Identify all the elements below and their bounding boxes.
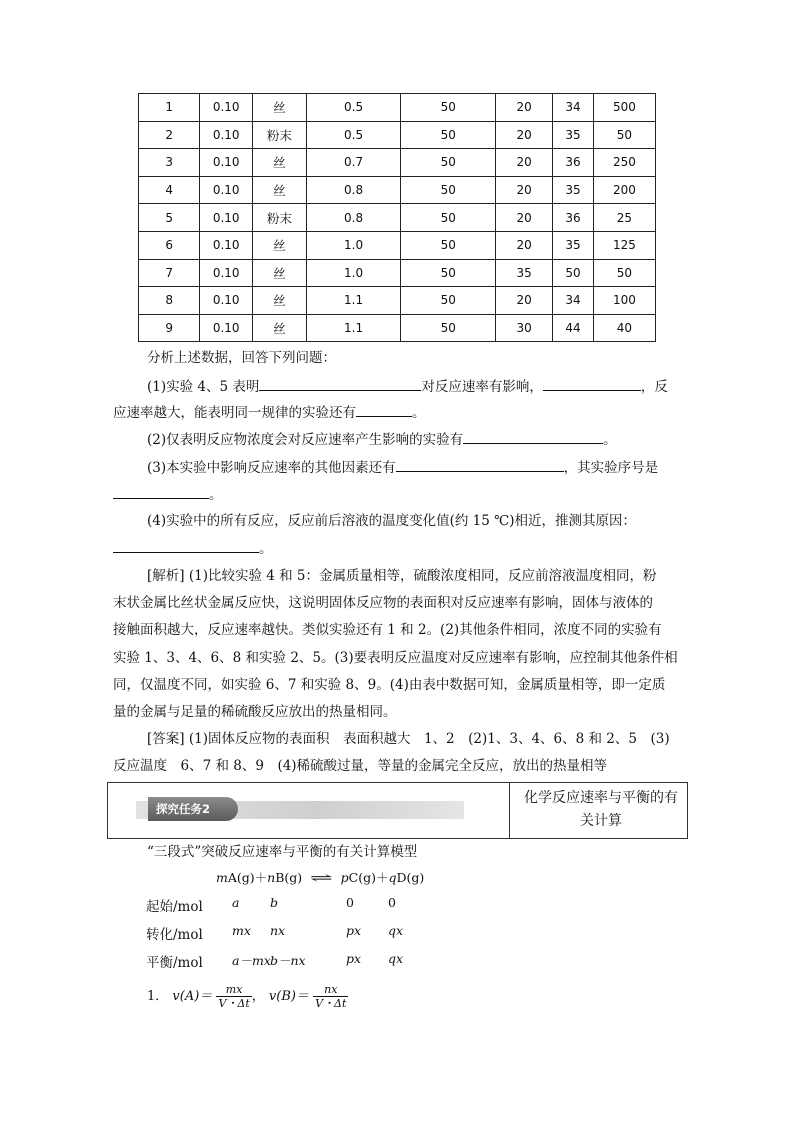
table-cell: 丝	[253, 287, 307, 315]
coef-q: q	[388, 870, 397, 885]
rate-a-numerator: mx	[216, 983, 251, 997]
q4-blank[interactable]	[113, 538, 259, 553]
table-cell: 30	[496, 314, 553, 342]
table-cell: 250	[593, 149, 655, 177]
q1-blank-1[interactable]	[259, 376, 421, 391]
table-cell: 0.10	[200, 149, 253, 177]
table-row	[139, 287, 656, 315]
section-divider	[509, 783, 510, 838]
answer-label: [答案]	[147, 731, 185, 747]
three-line-label: 起始/mol	[146, 899, 203, 915]
table-cell: 50	[593, 259, 655, 287]
three-line-value: qx	[388, 951, 404, 966]
table-cell: 50	[401, 94, 496, 122]
table-cell: 50	[401, 259, 496, 287]
table-cell: 50	[401, 287, 496, 315]
table-cell: 粉末	[253, 121, 307, 149]
table-cell: 20	[496, 121, 553, 149]
table-cell: 0.10	[200, 121, 253, 149]
table-row	[139, 149, 656, 177]
table-cell: 0.10	[200, 231, 253, 259]
table-cell: 20	[496, 94, 553, 122]
table-cell: 1.1	[306, 287, 400, 315]
table-cell: 2	[139, 121, 200, 149]
table-cell: 0.5	[306, 94, 400, 122]
q1-text-d: 应速率越大，能表明同一规律的实验还有	[113, 405, 356, 421]
coef-p: p	[340, 870, 349, 885]
table-cell: 0.10	[200, 94, 253, 122]
question-3-line-1	[147, 457, 658, 478]
table-row	[139, 121, 656, 149]
table-row	[139, 204, 656, 232]
species-a: A(g)＋	[227, 870, 268, 885]
reaction-equation	[216, 868, 424, 886]
table-cell: 0.10	[200, 259, 253, 287]
answer-line-1	[147, 729, 670, 749]
table-cell: 9	[139, 314, 200, 342]
question-1-line-1	[147, 376, 668, 397]
rate-b-numerator: nx	[313, 983, 348, 997]
analysis-label: [解析]	[147, 568, 185, 584]
q2-text-b: 。	[603, 432, 617, 448]
analysis-text: (1)比较实验 4 和 5：金属质量相等，硫酸浓度相同，反应前溶液温度相同，粉	[188, 568, 657, 584]
question-1-line-2	[113, 402, 426, 423]
table-cell: 100	[593, 287, 655, 315]
table-cell: 50	[401, 149, 496, 177]
table-cell: 50	[401, 121, 496, 149]
table-cell: 6	[139, 231, 200, 259]
q1-blank-3[interactable]	[356, 402, 412, 417]
table-row	[139, 259, 656, 287]
table-cell: 丝	[253, 94, 307, 122]
three-line-value: px	[346, 923, 362, 938]
table-cell: 35	[553, 176, 594, 204]
three-line-value: 0	[346, 895, 354, 910]
table-cell: 0.10	[200, 176, 253, 204]
section-title: 化学反应速率与平衡的有关计算	[524, 790, 678, 829]
table-cell: 20	[496, 204, 553, 232]
formula-separator: ，	[251, 989, 265, 1004]
q3-blank-1[interactable]	[396, 457, 564, 472]
model-title: “三段式”突破反应速率与平衡的有关计算模型	[147, 844, 418, 860]
rate-a-label: v(A)＝	[172, 989, 213, 1004]
table-cell: 丝	[253, 231, 307, 259]
formula-index: 1．	[147, 989, 169, 1004]
section-badge: 探究任务2	[148, 797, 238, 821]
table-cell: 0.8	[306, 204, 400, 232]
table-row	[139, 176, 656, 204]
table-cell: 4	[139, 176, 200, 204]
question-2	[147, 429, 617, 450]
table-cell: 7	[139, 259, 200, 287]
table-cell: 1.1	[306, 314, 400, 342]
q1-text-b: 对反应速率有影响，	[421, 379, 543, 395]
question-4-line-1	[147, 511, 636, 531]
table-cell: 34	[553, 94, 594, 122]
q4-text-b: 。	[259, 541, 273, 557]
coef-n: n	[267, 870, 276, 885]
table-cell: 丝	[253, 176, 307, 204]
table-cell: 34	[553, 287, 594, 315]
table-cell: 40	[593, 314, 655, 342]
answer-text: (1)固体反应物的表面积 表面积越大 1、2 (2)1、3、4、6、8 和 2、5 (3)	[188, 731, 670, 747]
table-cell: 20	[496, 176, 553, 204]
q1-blank-2[interactable]	[543, 376, 641, 391]
coef-m: m	[216, 870, 228, 885]
q3-text-b: ，其实验序号是	[563, 460, 659, 476]
three-line-value: b－nx	[270, 953, 306, 968]
table-cell: 0.8	[306, 176, 400, 204]
table-cell: 0.10	[200, 314, 253, 342]
species-c: C(g)＋	[348, 870, 389, 885]
table-cell: 50	[593, 121, 655, 149]
three-line-label: 转化/mol	[146, 927, 203, 943]
three-line-value: a	[232, 895, 240, 910]
table-cell: 20	[496, 287, 553, 315]
rate-b-label: v(B)＝	[268, 989, 309, 1004]
section-header-box	[107, 782, 688, 839]
analysis-line-5: 同，仅温度不同，如实验 6、7 和实验 8、9。(4)由表中数据可知，金属质量相等，即一定质	[113, 677, 666, 693]
analysis-line-4: 实验 1、3、4、6、8 和实验 2、5。(3)要表明反应温度对反应速率有影响，应控制其他条件相	[113, 650, 678, 666]
table-cell: 125	[593, 231, 655, 259]
three-line-value: px	[346, 951, 362, 966]
table-row	[139, 231, 656, 259]
table-cell: 200	[593, 176, 655, 204]
q3-text-a: (3)本实验中影响反应速率的其他因素还有	[147, 460, 396, 476]
analysis-line-6: 量的金属与足量的稀硫酸反应放出的热量相同。	[113, 704, 397, 720]
table-cell: 36	[553, 204, 594, 232]
q3-text-c: 。	[209, 487, 223, 503]
table-cell: 50	[401, 231, 496, 259]
table-cell: 0.10	[200, 287, 253, 315]
table-cell: 丝	[253, 314, 307, 342]
q1-text-a: (1)实验 4、5 表明	[147, 379, 260, 395]
table-cell: 丝	[253, 149, 307, 177]
species-b: B(g)	[275, 870, 303, 885]
table-cell: 50	[401, 204, 496, 232]
table-cell: 8	[139, 287, 200, 315]
table-cell: 44	[553, 314, 594, 342]
rate-a-denominator: V・Δt	[218, 997, 250, 1010]
table-cell: 35	[496, 259, 553, 287]
q3-blank-2[interactable]	[113, 484, 209, 499]
table-cell: 1.0	[306, 259, 400, 287]
analysis-line-2: 末状金属比丝状金属反应快，这说明固体反应物的表面积对反应速率有影响，固体与液体的	[113, 595, 653, 611]
table-cell: 50	[401, 176, 496, 204]
table-cell: 35	[553, 231, 594, 259]
table-cell: 3	[139, 149, 200, 177]
three-line-value: a－mx	[232, 953, 271, 968]
table-cell: 50	[553, 259, 594, 287]
three-line-value: qx	[388, 923, 404, 938]
q2-text-a: (2)仅表明反应物浓度会对反应速率产生影响的实验有	[147, 432, 464, 448]
intro-text: 分析上述数据，回答下列问题：	[147, 350, 336, 366]
rate-formula	[147, 983, 348, 1010]
answer-line-2: 反应温度 6、7 和 8、9 (4)稀硫酸过量，等量的金属完全反应，放出的热量相等	[113, 758, 608, 774]
species-d: D(g)	[396, 870, 425, 885]
table-cell: 20	[496, 149, 553, 177]
table-cell: 25	[593, 204, 655, 232]
equilibrium-arrow-icon: ⇌	[309, 870, 333, 885]
three-line-value: mx	[232, 923, 251, 938]
analysis-line-1	[147, 566, 657, 586]
table-cell: 0.5	[306, 121, 400, 149]
rate-b-denominator: V・Δt	[315, 997, 347, 1010]
table-cell: 1.0	[306, 231, 400, 259]
q1-text-e: 。	[412, 405, 426, 421]
table-cell: 20	[496, 231, 553, 259]
table-cell: 粉末	[253, 204, 307, 232]
rate-b-fraction	[313, 983, 348, 1010]
table-cell: 0.7	[306, 149, 400, 177]
q1-text-c: ，反	[640, 379, 668, 395]
three-line-label: 平衡/mol	[146, 955, 203, 971]
table-cell: 5	[139, 204, 200, 232]
table-cell: 丝	[253, 259, 307, 287]
table-cell: 500	[593, 94, 655, 122]
question-3-line-2	[113, 484, 223, 505]
table-cell: 50	[401, 314, 496, 342]
table-cell: 35	[553, 121, 594, 149]
q4-text-a: (4)实验中的所有反应，反应前后溶液的温度变化值(约 15 ℃)相近，推测其原因：	[147, 513, 637, 529]
analysis-line-3: 接触面积越大，反应速率越快。类似实验还有 1 和 2。(2)其他条件相同，浓度不同的实验有	[113, 622, 662, 638]
q2-blank[interactable]	[463, 429, 603, 444]
table-cell: 1	[139, 94, 200, 122]
table-cell: 0.10	[200, 204, 253, 232]
question-4-line-2	[113, 538, 273, 559]
table-row	[139, 314, 656, 342]
three-line-value: b	[270, 895, 279, 910]
rate-a-fraction	[216, 983, 251, 1010]
table-cell: 36	[553, 149, 594, 177]
three-line-value: 0	[388, 895, 396, 910]
experiment-table	[138, 93, 656, 342]
three-line-value: nx	[270, 923, 286, 938]
table-row	[139, 94, 656, 122]
